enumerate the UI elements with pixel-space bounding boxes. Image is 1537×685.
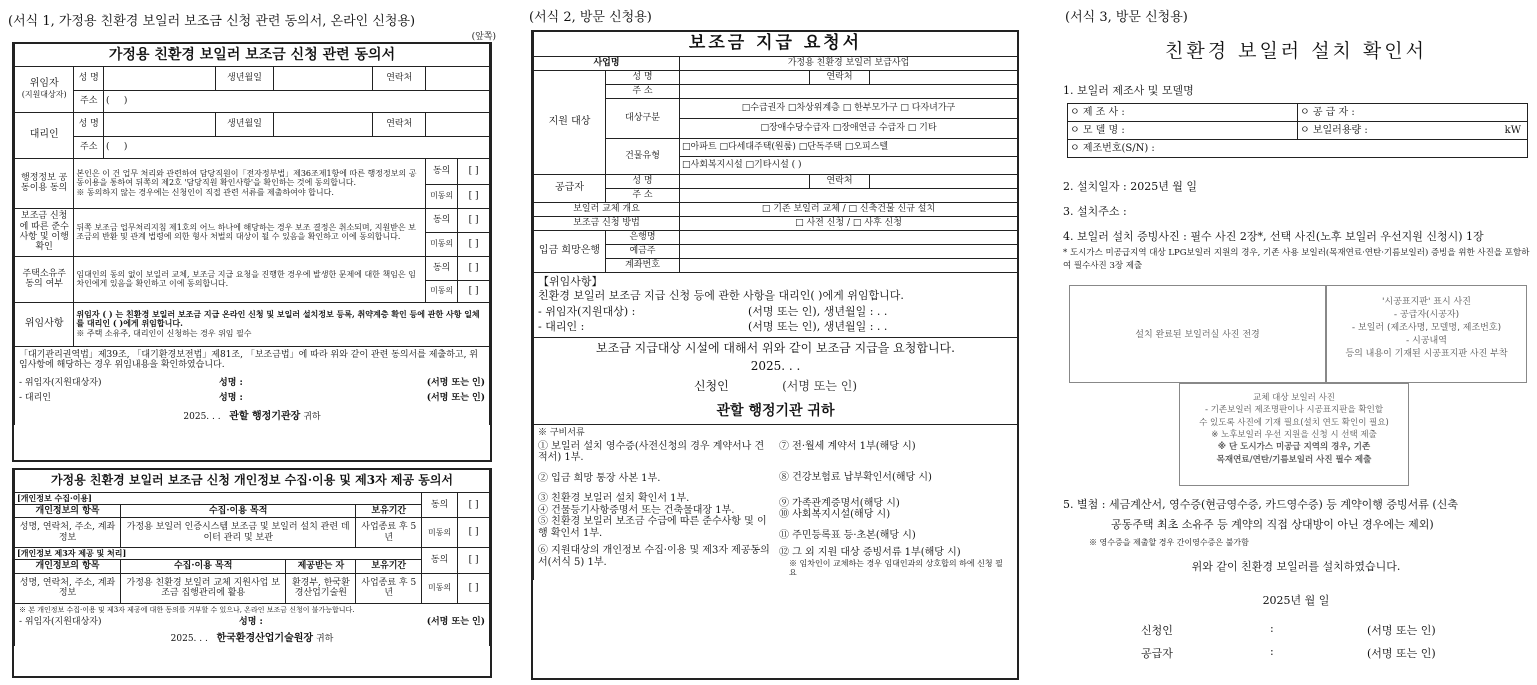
- applicant-sig: (서명 또는 인): [782, 378, 858, 393]
- collect-title: [개인정보 수집·이용]: [15, 492, 422, 504]
- nonconsent-label: 미동의: [422, 573, 458, 603]
- target-contact-field[interactable]: [870, 70, 1018, 84]
- col-purpose: 수집·이용 목적: [121, 504, 356, 517]
- doc-item: ① 보일러 설치 영수증(사전신청의 경우 계약서나 견적서) 1부.: [538, 440, 765, 464]
- s5-attach: 5. 별첨 : 세금계산서, 영수증(현금영수증, 카드영수증) 등 계약이행 증빙서류 (신축: [1063, 498, 1458, 511]
- name-label: 성 명: [74, 66, 104, 90]
- form1-front-label: (앞쪽): [471, 32, 496, 42]
- consent-table: [14, 44, 490, 425]
- third-note: ※ 본 개인정보 수집·이용 및 제3자 제공에 대한 동의를 거부할 수 있으나, 온라인 보조금 신청이 불가능합니다.: [19, 605, 355, 614]
- supplier-address-field[interactable]: [680, 188, 1018, 202]
- s3-consent-checkbox[interactable]: [ ]: [458, 256, 490, 280]
- consent-label: 동의: [426, 256, 458, 280]
- doc-item: ⑩ 사회복지시설(해당 시): [779, 509, 891, 521]
- nonconsent-label: 미동의: [422, 518, 458, 548]
- docs-title: ※ 구비서류: [538, 427, 585, 438]
- legal-block: [15, 346, 490, 425]
- form2-header: (서식 2, 방문 신청용): [529, 10, 652, 25]
- overview-label: 보일러 교체 개요: [534, 202, 680, 216]
- s1-nonconsent-checkbox[interactable]: [ ]: [458, 184, 490, 208]
- project-value: 가정용 친환경 보일러 보급사업: [680, 56, 1018, 70]
- birth-label: 생년월일: [216, 66, 273, 90]
- doc-item: ② 입금 희망 통장 사본 1부.: [538, 472, 661, 484]
- third-nonconsent-checkbox[interactable]: [ ]: [458, 573, 490, 603]
- applicant-label: 신청인: [1141, 624, 1173, 637]
- collect-purpose: 가정용 보일러 인증시스템 보조금 및 보일러 설치 관련 데이터 관리 및 보관: [121, 518, 356, 548]
- third-receiver: 환경부, 한국환경산업기술원: [286, 573, 356, 603]
- colon: :: [1270, 645, 1274, 658]
- col-receiver: 제공받는 자: [286, 560, 356, 573]
- contact-label: 연락처: [810, 70, 870, 84]
- consent-title: 가정용 친환경 보일러 보조금 신청 관련 동의서: [15, 44, 490, 66]
- target-address-field[interactable]: [680, 84, 1018, 98]
- depositor-field[interactable]: [680, 244, 1018, 258]
- nonconsent-label: 미동의: [426, 184, 458, 208]
- photo-slot-old-boiler[interactable]: 교체 대상 보일러 사진 - 기존보일러 제조명판이나 시공표지판을 확인할 수 있도록 사진에 기재 필요(설치 연도 확인이 필요) ※ 노후보일러 우선 지원을 신청 시 선택 제출 ※ 단 도시가스 미공급 지역의 경우, 기존 목재연료/연탄/기름보일러 사진 필수 제출: [1179, 383, 1409, 486]
- consent-form-box: [12, 42, 492, 462]
- consent-label: 동의: [422, 492, 458, 518]
- docs-columns: [538, 441, 1013, 577]
- maker-field[interactable]: ㅇ 제 조 사 :: [1068, 104, 1298, 122]
- doc-item: ③ 친환경 보일러 설치 확인서 1부.: [538, 493, 690, 505]
- s3-install-address[interactable]: 3. 설치주소 :: [1063, 205, 1127, 218]
- third-period: 사업종료 후 5년: [356, 573, 422, 603]
- legal-text: 「대기관리권역법」제39조, 「대기환경보전법」제81조, 「보조금법」에 따라 위와 같이 관련 동의서를 제출하고, 위임사항에 해당하는 경우 위임내용을 확인하였습니다.: [19, 349, 478, 370]
- s2-nonconsent-checkbox[interactable]: [ ]: [458, 232, 490, 256]
- applicant-signature[interactable]: (서명 또는 인): [1367, 624, 1436, 637]
- delegator-address-field[interactable]: ( ): [104, 90, 490, 112]
- category-label: 대상구분: [606, 98, 680, 138]
- col-item: 개인정보의 항목: [15, 504, 121, 517]
- address-label: 주소: [74, 136, 104, 158]
- supplier-label: 공급자: [534, 174, 606, 202]
- s2-label: 보조금 신청에 따른 준수사항 및 이행 확인: [15, 208, 74, 256]
- request-form-box: [531, 30, 1019, 680]
- target-name-field[interactable]: [680, 70, 810, 84]
- agent-name-field[interactable]: [104, 112, 216, 136]
- third-purpose: 가정용 친환경 보일러 교체 지원사업 보조금 집행관리에 활용: [121, 573, 286, 603]
- third-consent-checkbox[interactable]: [ ]: [458, 548, 490, 574]
- docs-right: [773, 441, 1008, 577]
- sig-row-agent: - 대리인 성명 : (서명 또는 인): [19, 392, 485, 403]
- docs-block: [534, 424, 1018, 580]
- s4-label: 위임사항: [15, 302, 74, 346]
- privacy-form-box: [12, 468, 492, 678]
- bank-label: 입금 희망은행: [534, 230, 606, 272]
- supplier-contact-field[interactable]: [870, 174, 1018, 188]
- building-options-1[interactable]: □아파트 □다세대주택(원룸) □단독주택 □오피스텔: [680, 138, 1018, 156]
- address-label: 주소: [74, 90, 104, 112]
- col-period: 보유기간: [356, 560, 422, 573]
- form3-header: (서식 3, 방문 신청용): [1065, 10, 1188, 25]
- form-2-request: [525, 0, 1022, 685]
- s3-nonconsent-checkbox[interactable]: [ ]: [458, 280, 490, 302]
- address-label: 주 소: [606, 84, 680, 98]
- third-title: [개인정보 제3자 제공 및 처리]: [15, 548, 422, 560]
- docs-left: [538, 441, 773, 577]
- privacy-sign-block: [15, 603, 490, 646]
- delegate-block: [534, 272, 1018, 338]
- doc-item: ⑫ 그 외 지원 대상 증빙서류 1부(해당 시): [779, 547, 961, 559]
- collect-consent-checkbox[interactable]: [ ]: [458, 492, 490, 518]
- s1-text: 본인은 이 건 업무 처리와 관련하여 담당직원이「전자정부법」제36조제1항에 따른 행정정보의 공동이용을 통하여 뒤쪽의 제2호 '담당직원 확인사항'을 확인하는 것에 동의합니다. ※ 동의하지 않는 경우에는 신청인이 직접 관련 서류를 제출하여야 합니다.: [74, 158, 426, 208]
- contact-label: 연락처: [810, 174, 870, 188]
- model-field[interactable]: ㅇ 모 델 명 :: [1068, 122, 1298, 140]
- agent-birth-field[interactable]: [273, 112, 373, 136]
- agent-address-field[interactable]: ( ): [104, 136, 490, 158]
- delegator-birth-field[interactable]: [273, 66, 373, 90]
- supplier-field[interactable]: ㅇ 공 급 자 :: [1298, 104, 1528, 122]
- category-options-2[interactable]: □장애수당수급자 □장애연금 수급자 □ 기타: [680, 118, 1018, 138]
- delegator-label: 위임자 (지원대상자): [15, 66, 74, 112]
- method-options[interactable]: □ 사전 신청 / □ 사후 신청: [680, 216, 1018, 230]
- contact-label: 연락처: [373, 66, 426, 90]
- request-text: 보조금 지급대상 시설에 대해서 위와 같이 보조금 지급을 요청합니다.: [596, 341, 955, 356]
- doc-item: ⑦ 전·월세 계약서 1부(해당 시): [779, 440, 916, 452]
- collect-period: 사업종료 후 5년: [356, 518, 422, 548]
- building-options-2[interactable]: □사회복지시설 □기타시설 ( ): [680, 156, 1018, 174]
- s5-note: ※ 영수증을 제출할 경우 간이영수증은 불가함: [1089, 538, 1249, 547]
- doc-item: ⑧ 건강보험료 납부확인서(해당 시): [779, 472, 932, 484]
- doc-item: ⑤ 친환경 보일러 보조금 수급에 따른 준수사항 및 이행 확인서 1부.: [538, 516, 767, 539]
- s1-heading: 1. 보일러 제조사 및 모델명: [1063, 84, 1194, 97]
- doc-item: ⑥ 지원대상의 개인정보 수집·이용 및 제3자 제공동의서(서식 5) 1부.: [538, 545, 770, 568]
- depositor-label: 예금주: [606, 244, 680, 258]
- request-title: 보조금 지급 요청서: [534, 32, 1018, 56]
- request-sign-block: [534, 338, 1018, 424]
- category-options-1[interactable]: □수급권자 □차상위계층 □ 한부모가구 □ 다자녀가구: [680, 98, 1018, 118]
- photo-slot-installed[interactable]: 설치 완료된 보일러실 사진 전경: [1069, 285, 1326, 383]
- supplier-name-field[interactable]: [680, 174, 810, 188]
- doc-note: ※ 임차인이 교체하는 경우 임대인과의 상호합의 하에 신청 필요: [789, 558, 1003, 578]
- confirm-date[interactable]: 2025년 월 일: [1262, 594, 1330, 607]
- date-recipient: 2025. . . 관할 행정기관장 귀하: [183, 410, 321, 422]
- applicant-label: 신청인: [693, 378, 729, 393]
- third-item: 성명, 연락처, 주소, 계좌정보: [15, 573, 121, 603]
- address-label: 주 소: [606, 188, 680, 202]
- request-recipient: 관할 행정기관 귀하: [716, 403, 835, 420]
- privacy-sig-row: - 위임자(지원대상자) 성명 : (서명 또는 인): [19, 616, 485, 627]
- privacy-date-recipient: 2025. . . 한국환경산업기술원장 귀하: [170, 632, 334, 644]
- colon: :: [1270, 622, 1274, 635]
- s5-attach-cont: 공동주택 최초 소유주 등 계약의 직접 상대방이 아닌 경우에는 제외): [1111, 518, 1434, 531]
- s2-text: 뒤쪽 보조금 업무처리지침 제1호의 어느 하나에 해당하는 경우 보조 결정은 취소되며, 지원받은 보조금의 반환 및 관계 법령에 의한 형사 처벌의 대상이 될 수 있음을 확인하고 이에 동의합니다.: [74, 208, 426, 256]
- name-label: 성 명: [606, 174, 680, 188]
- s4-note: * 도시가스 미공급지역 대상 LPG보일러 지원의 경우, 기존 사용 보일러(목재연료·연탄·기름보일러) 증빙을 위한 사진을 포함하여 필수사진 3장 제출: [1063, 248, 1530, 271]
- project-label: 사업명: [534, 56, 680, 70]
- form3-title: 친환경 보일러 설치 확인서: [1164, 40, 1427, 62]
- collect-nonconsent-checkbox[interactable]: [ ]: [458, 518, 490, 548]
- supplier-signature[interactable]: (서명 또는 인): [1367, 647, 1436, 660]
- contact-label: 연락처: [373, 112, 426, 136]
- delegator-name-field[interactable]: [104, 66, 216, 90]
- request-date: 2025. . .: [750, 358, 801, 373]
- serial-field[interactable]: ㅇ 제조번호(S/N) :: [1068, 140, 1528, 158]
- s3-label: 주택소유주 동의 여부: [15, 256, 74, 302]
- doc-item: ⑪ 주민등록표 등·초본(해당 시): [779, 529, 916, 541]
- delegate-text: 친환경 보일러 보조금 지급 신청 등에 관한 사항을 대리인( )에게 위임합니다.: [538, 289, 904, 303]
- overview-options[interactable]: □ 기존 보일러 교체 / □ 신축건물 신규 설치: [680, 202, 1018, 216]
- delegate-delegator-row: - 위임자(지원대상) : (서명 또는 인), 생년월일 : . .: [538, 304, 888, 318]
- consent-label: 동의: [426, 208, 458, 232]
- s4-heading: 4. 보일러 설치 증빙사진 : 필수 사진 2장*, 선택 사진(노후 보일러 우선지원 신청시) 1장: [1063, 230, 1484, 243]
- nonconsent-label: 미동의: [426, 280, 458, 302]
- doc-item: ⑨ 가족관계증명서(해당 시): [779, 497, 900, 509]
- s2-install-date[interactable]: 2. 설치일자 : 2025년 월 일: [1063, 180, 1198, 193]
- delegate-agent-row: - 대리인 : (서명 또는 인), 생년월일 : . .: [538, 320, 888, 334]
- boiler-info-table: [1067, 103, 1528, 158]
- agent-label: 대리인: [15, 112, 74, 158]
- s1-label: 행정정보 공동이용 동의: [15, 158, 74, 208]
- col-purpose: 수집·이용 목적: [121, 560, 286, 573]
- agent-contact-field[interactable]: [426, 112, 490, 136]
- col-period: 보유기간: [356, 504, 422, 517]
- delegator-contact-field[interactable]: [426, 66, 490, 90]
- bank-name-label: 은행명: [606, 230, 680, 244]
- confirm-text: 위와 같이 친환경 보일러를 설치하였습니다.: [1191, 560, 1401, 573]
- building-label: 건물유형: [606, 138, 680, 174]
- form1-header: (서식 1, 가정용 친환경 보일러 보조금 신청 관련 동의서, 온라인 신청용): [8, 14, 416, 29]
- bank-name-field[interactable]: [680, 230, 1018, 244]
- privacy-title: 가정용 친환경 보일러 보조금 신청 개인정보 수집·이용 및 제3자 제공 동의서: [15, 470, 490, 492]
- privacy-table: [14, 470, 490, 646]
- account-field[interactable]: [680, 258, 1018, 272]
- s3-text: 임대인의 동의 없이 보일러 교체, 보조금 지급 요청을 진행한 경우에 발생한 문제에 대한 책임은 임차인에게 있음을 확인하고 이에 동의합니다.: [74, 256, 426, 302]
- col-item: 개인정보의 항목: [15, 560, 121, 573]
- consent-label: 동의: [426, 158, 458, 184]
- s4-text: 위임자 ( ) 는 친환경 보일러 보조금 지급 온라인 신청 및 보일러 설치정보 등록, 취약계층 확인 등에 관한 사항 일체를 대리인 ( )에게 위임합니다. ※ 주택 소유주, 대리인이 신청하는 경우 위임 필수: [74, 302, 490, 346]
- s1-consent-checkbox[interactable]: [ ]: [458, 158, 490, 184]
- target-label: 지원 대상: [534, 70, 606, 174]
- form-3-install-confirm: [1055, 0, 1537, 685]
- birth-label: 생년월일: [216, 112, 273, 136]
- photo-slot-signboard[interactable]: '시공표지판' 표시 사진 - 공급자(시공자) - 보일러 (제조사명, 모델명, 제조번호) - 시공내역 등의 내용이 기재된 시공표지판 사진 부착: [1326, 285, 1527, 383]
- s2-consent-checkbox[interactable]: [ ]: [458, 208, 490, 232]
- consent-label: 동의: [422, 548, 458, 574]
- account-label: 계좌번호: [606, 258, 680, 272]
- request-table: [533, 32, 1018, 580]
- doc-item: ④ 건물등기사항증명서 또는 건축물대장 1부.: [538, 504, 735, 516]
- supplier-label: 공급자: [1141, 647, 1173, 660]
- method-label: 보조금 신청 방법: [534, 216, 680, 230]
- capacity-field[interactable]: ㅇ 보일러용량 : kW: [1298, 122, 1528, 140]
- collect-item: 성명, 연락처, 주소, 계좌정보: [15, 518, 121, 548]
- name-label: 성 명: [606, 70, 680, 84]
- form-1-consent: [0, 0, 510, 685]
- sig-row-delegator: - 위임자(지원대상자) 성명 : (서명 또는 인): [19, 378, 485, 389]
- delegate-title: 【위임사항】: [538, 274, 603, 288]
- nonconsent-label: 미동의: [426, 232, 458, 256]
- name-label: 성 명: [74, 112, 104, 136]
